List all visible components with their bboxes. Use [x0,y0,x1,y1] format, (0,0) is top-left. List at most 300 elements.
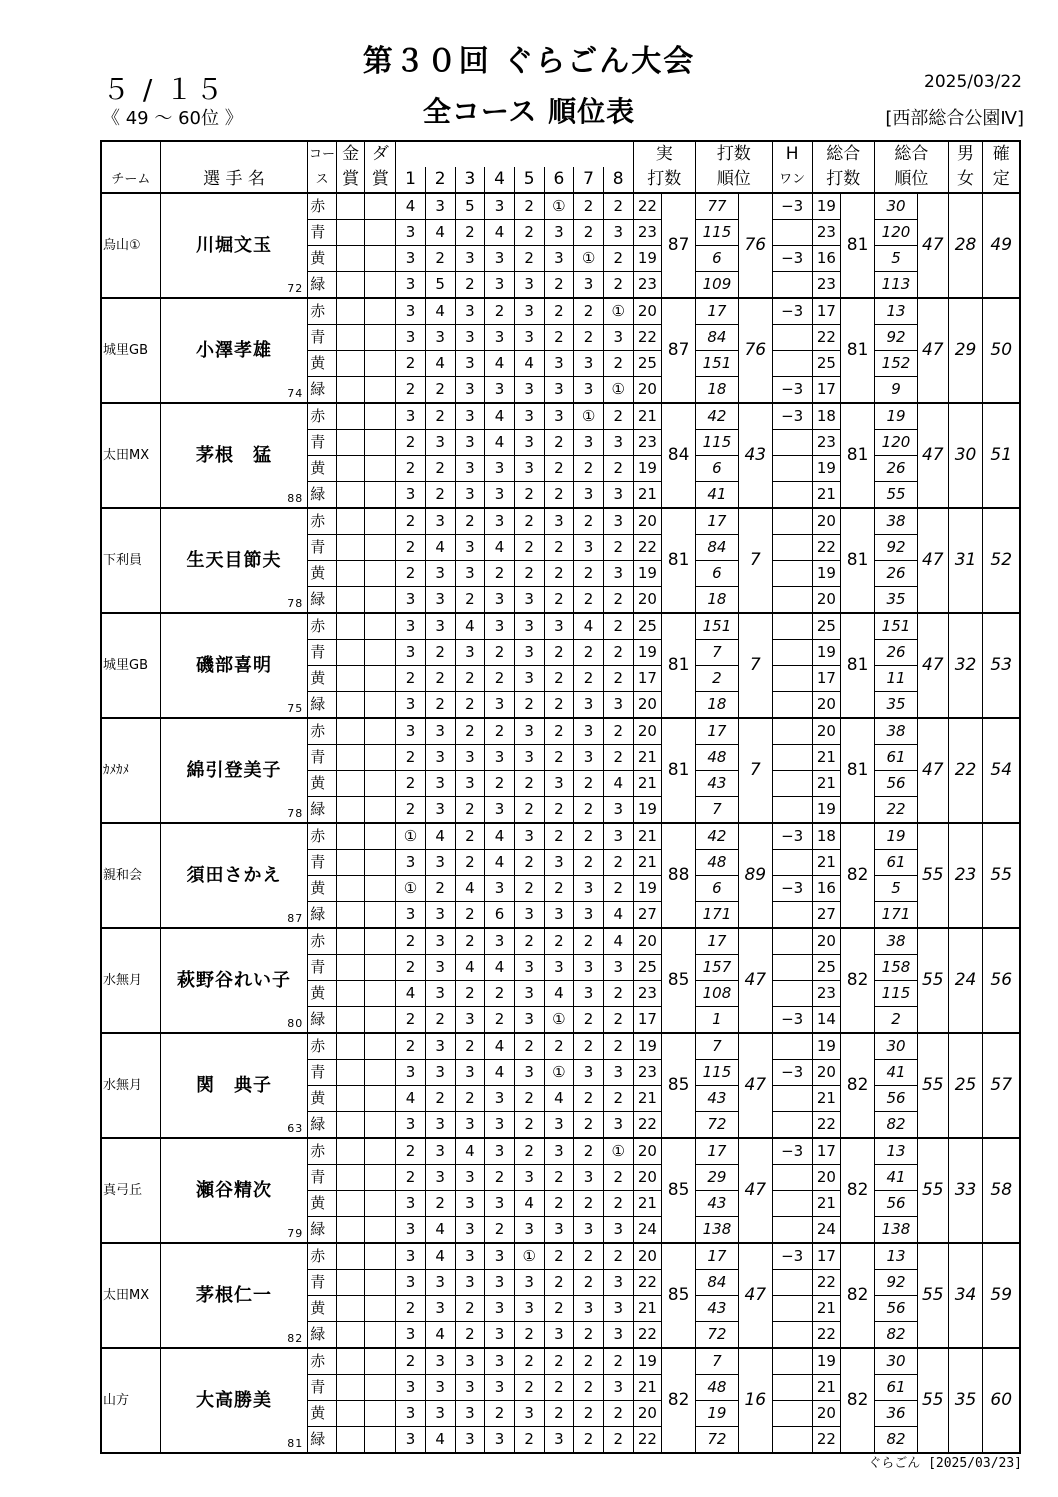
hole-score: ① [603,1138,633,1165]
adjusted-subtotal: 23 [812,981,841,1007]
total-rank: 55 [917,1138,948,1243]
hole-score: 5 [425,272,455,299]
player-age: 87 [287,912,304,925]
hole-score: 3 [574,482,604,509]
da-prize [365,1296,396,1322]
final-rank: 55 [983,823,1020,928]
player-name [160,193,307,298]
hole-score: 3 [425,1060,455,1086]
gold-prize [336,1060,365,1086]
hole-in-one-adj [772,1270,812,1296]
hole-score: 2 [514,482,544,509]
course-rank: 48 [695,745,738,771]
hole-score: 2 [544,272,574,299]
hole-score: 2 [544,823,574,850]
team-name: 下利員 [101,508,160,613]
course-rank: 6 [695,456,738,482]
hole-score: 2 [485,718,515,745]
hole-score: 2 [544,1165,574,1191]
venue-label: [西部総合公園Ⅳ] [885,108,1024,129]
hole-in-one-adj [772,1375,812,1401]
hole-score: 3 [455,561,485,587]
hole-score: 2 [514,876,544,902]
hole-score: 2 [514,561,544,587]
real-strokes: 81 [662,718,696,823]
course-rank: 6 [695,246,738,272]
hole-score: 3 [425,771,455,797]
hole-score: 2 [603,981,633,1007]
hole-score: 2 [455,1322,485,1349]
hole-score: 3 [396,272,426,299]
adjusted-subtotal: 21 [812,1296,841,1322]
total-strokes: 82 [841,1243,875,1348]
course-subtotal: 23 [633,1060,662,1086]
da-prize [365,351,396,377]
hole-score: 3 [455,298,485,325]
hole-score: 3 [455,246,485,272]
adjusted-subtotal: 22 [812,1322,841,1349]
course-name: 青 [308,955,337,981]
course-subtotal: 25 [633,613,662,640]
adjusted-rank: 56 [875,771,918,797]
adjusted-subtotal: 25 [812,955,841,981]
hole-score: 2 [485,1165,515,1191]
hole-score: 3 [485,1375,515,1401]
player-name-text: 瀬谷精次 [196,1180,273,1201]
hole-score: 2 [396,561,426,587]
hole-score: 2 [544,430,574,456]
course-rank: 48 [695,1375,738,1401]
hole-score: 2 [544,1191,574,1217]
hole-score: 4 [485,1060,515,1086]
team-name: 水無月 [101,1033,160,1138]
hole-in-one-adj [772,1296,812,1322]
hole-score: 2 [425,377,455,404]
hole-score: 2 [574,193,604,220]
hole-score: 3 [514,666,544,692]
header-name: 選 手 名 [160,167,307,193]
hole-score: 2 [574,456,604,482]
hole-score: 2 [603,272,633,299]
hole-score: 2 [396,666,426,692]
adjusted-rank: 82 [875,1322,918,1349]
gold-prize [336,745,365,771]
gold-prize [336,1086,365,1112]
hole-score: 3 [485,587,515,614]
hole-in-one-adj [772,351,812,377]
course-subtotal: 20 [633,587,662,614]
adjusted-subtotal: 20 [812,928,841,955]
course-subtotal: 17 [633,1007,662,1034]
hole-in-one-adj [772,797,812,824]
hole-score: 2 [574,1270,604,1296]
course-rank: 43 [695,1191,738,1217]
hole-score: 2 [455,850,485,876]
course-name: 赤 [308,508,337,535]
hole-score: 2 [485,1217,515,1244]
hole-score: 3 [396,1191,426,1217]
adjusted-rank: 30 [875,193,918,220]
hole-score: 2 [514,771,544,797]
hole-score: 2 [574,640,604,666]
hole-score: 3 [396,1217,426,1244]
course-name: 青 [308,220,337,246]
hole-score: 3 [396,1112,426,1139]
header-hole-8: 8 [603,167,633,193]
course-subtotal: 19 [633,797,662,824]
hole-score: 3 [514,1401,544,1427]
hole-score: ① [574,403,604,430]
hole-score: 2 [485,771,515,797]
gold-prize [336,272,365,299]
course-name: 青 [308,850,337,876]
team-name: 真弓丘 [101,1138,160,1243]
hole-score: 2 [425,876,455,902]
player-name-text: 磯部喜明 [196,655,273,676]
hole-score: 2 [425,1007,455,1034]
course-subtotal: 22 [633,1322,662,1349]
hole-score: 3 [514,902,544,929]
gold-prize [336,1033,365,1060]
hole-score: 4 [514,351,544,377]
hole-score: 2 [396,797,426,824]
da-prize [365,1427,396,1454]
hole-score: 2 [574,220,604,246]
gender-rank: 32 [948,613,983,718]
adjusted-subtotal: 23 [812,430,841,456]
hole-score: 2 [396,1296,426,1322]
hole-in-one-adj [772,1322,812,1349]
hole-score: 3 [514,823,544,850]
hole-score: 2 [603,640,633,666]
gold-prize [336,587,365,614]
hole-score: 2 [396,1165,426,1191]
hole-score: 2 [485,981,515,1007]
hole-score: ① [574,246,604,272]
hole-score: 3 [455,640,485,666]
course-subtotal: 19 [633,246,662,272]
course-subtotal: 23 [633,220,662,246]
hole-score: 2 [544,1033,574,1060]
header-final: 確 [983,141,1020,167]
course-subtotal: 17 [633,666,662,692]
hole-score: 2 [574,1322,604,1349]
real-strokes: 85 [662,1243,696,1348]
hole-score: 3 [425,1375,455,1401]
header-hole-4: 4 [485,167,515,193]
adjusted-subtotal: 17 [812,1138,841,1165]
gold-prize [336,535,365,561]
adjusted-rank: 9 [875,377,918,404]
course-rank: 1 [695,1007,738,1034]
strokes-rank: 89 [738,823,772,928]
da-prize [365,876,396,902]
course-subtotal: 21 [633,1375,662,1401]
hole-score: 4 [485,535,515,561]
adjusted-rank: 5 [875,246,918,272]
hole-score: 2 [396,456,426,482]
da-prize [365,220,396,246]
hole-in-one-adj [772,771,812,797]
gold-prize [336,876,365,902]
course-rank: 138 [695,1217,738,1244]
course-rank: 43 [695,771,738,797]
hole-score: 2 [544,535,574,561]
gold-prize [336,298,365,325]
header-row-top [101,141,1020,167]
hole-score: 4 [455,955,485,981]
hole-score: 2 [603,1033,633,1060]
course-subtotal: 21 [633,771,662,797]
hole-score: 2 [514,193,544,220]
gold-prize [336,1191,365,1217]
player-age: 78 [287,597,304,610]
strokes-rank: 7 [738,718,772,823]
header-hole-1: 1 [396,167,426,193]
course-name: 青 [308,1165,337,1191]
hole-score: 2 [455,1296,485,1322]
adjusted-rank: 82 [875,1427,918,1454]
hole-score: 2 [603,456,633,482]
hole-score: 3 [485,745,515,771]
hole-score: 3 [514,272,544,299]
hole-score: 3 [485,482,515,509]
hole-score: 2 [425,666,455,692]
hole-score: 4 [425,1427,455,1454]
da-prize [365,745,396,771]
hole-score: 3 [574,535,604,561]
hole-score: 2 [544,797,574,824]
table-row [101,1033,1020,1060]
hole-score: 2 [455,718,485,745]
team-name: 水無月 [101,928,160,1033]
hole-in-one-adj [772,535,812,561]
hole-score: 2 [514,535,544,561]
hole-in-one-adj [772,1112,812,1139]
course-rank: 84 [695,325,738,351]
hole-score: 2 [544,745,574,771]
total-rank: 47 [917,298,948,403]
adjusted-rank: 92 [875,535,918,561]
course-name: 赤 [308,1138,337,1165]
gender-rank: 22 [948,718,983,823]
course-name: 黄 [308,456,337,482]
hole-score: 3 [514,745,544,771]
hole-score: 2 [603,351,633,377]
course-rank: 72 [695,1112,738,1139]
page-number: ５ / １５ [102,73,226,106]
gold-prize [336,692,365,719]
da-prize [365,1112,396,1139]
hole-score: 3 [396,902,426,929]
da-prize [365,850,396,876]
event-date: 2025/03/22 [924,72,1022,92]
gold-prize [336,666,365,692]
course-name: 黄 [308,1296,337,1322]
hole-score: 3 [425,902,455,929]
hole-score: 2 [574,928,604,955]
hole-score: 2 [603,718,633,745]
header-total-strokes-bottom: 打数 [812,167,874,193]
hole-score: 3 [485,193,515,220]
adjusted-subtotal: 22 [812,535,841,561]
table-row [101,508,1020,535]
adjusted-subtotal: 19 [812,561,841,587]
hole-score: 3 [544,403,574,430]
course-subtotal: 21 [633,403,662,430]
player-age: 80 [287,1017,304,1030]
adjusted-rank: 92 [875,1270,918,1296]
course-rank: 151 [695,613,738,640]
hole-score: 2 [396,1033,426,1060]
hole-score: 2 [574,1033,604,1060]
table-row [101,613,1020,640]
hole-score: 2 [396,1007,426,1034]
course-name: 青 [308,1060,337,1086]
hole-score: 4 [425,1217,455,1244]
player-name-text: 茅根仁一 [196,1285,273,1306]
adjusted-rank: 26 [875,561,918,587]
course-subtotal: 22 [633,193,662,220]
adjusted-subtotal: 24 [812,1217,841,1244]
hole-score: 2 [574,1007,604,1034]
final-rank: 57 [983,1033,1020,1138]
da-prize [365,955,396,981]
hole-score: 3 [455,1112,485,1139]
hole-score: 2 [425,456,455,482]
course-name: 青 [308,1270,337,1296]
hole-score: 2 [485,1401,515,1427]
header-total-rank-bottom: 順位 [875,167,949,193]
hole-score: 3 [544,1322,574,1349]
adjusted-subtotal: 21 [812,1086,841,1112]
gold-prize [336,1112,365,1139]
course-name: 緑 [308,272,337,299]
gold-prize [336,430,365,456]
hole-score: 3 [514,403,544,430]
hole-score: 3 [603,482,633,509]
course-rank: 29 [695,1165,738,1191]
hole-in-one-adj [772,640,812,666]
hole-score: 2 [514,1138,544,1165]
strokes-rank: 16 [738,1348,772,1453]
hole-score: 2 [603,1007,633,1034]
hole-in-one-adj [772,1191,812,1217]
player-name [160,403,307,508]
adjusted-rank: 151 [875,613,918,640]
hole-score: 3 [425,1401,455,1427]
course-name: 緑 [308,797,337,824]
hole-score: 3 [485,1112,515,1139]
header-team: チーム [101,167,160,193]
hole-score: 2 [574,561,604,587]
course-name: 青 [308,1375,337,1401]
hole-score: 2 [514,1086,544,1112]
course-name: 赤 [308,193,337,220]
hole-score: 3 [455,325,485,351]
adjusted-subtotal: 17 [812,377,841,404]
hole-score: 3 [455,403,485,430]
course-subtotal: 20 [633,718,662,745]
gold-prize [336,981,365,1007]
hole-score: 3 [485,456,515,482]
hole-score: 2 [603,246,633,272]
hole-score: 3 [514,587,544,614]
hole-score: 3 [603,220,633,246]
course-name: 黄 [308,1401,337,1427]
hole-score: 4 [603,902,633,929]
hole-score: 4 [603,928,633,955]
player-age: 88 [287,492,304,505]
gold-prize [336,640,365,666]
adjusted-rank: 41 [875,1165,918,1191]
player-age: 78 [287,807,304,820]
hole-score: 2 [514,1033,544,1060]
gold-prize [336,403,365,430]
course-name: 黄 [308,771,337,797]
page-title: 第３０回 ぐらごん大会 [362,44,696,79]
table-row [101,823,1020,850]
hole-score: 3 [485,1086,515,1112]
course-rank: 42 [695,823,738,850]
real-strokes: 87 [662,193,696,298]
hole-score: 2 [603,850,633,876]
total-rank: 47 [917,403,948,508]
hole-in-one-adj [772,561,812,587]
hole-score: 2 [603,1165,633,1191]
hole-score: 3 [485,246,515,272]
hole-score: 2 [425,403,455,430]
hole-score: 3 [396,1401,426,1427]
hole-score: 2 [514,1322,544,1349]
player-name [160,508,307,613]
hole-in-one-adj [772,325,812,351]
hole-score: 3 [603,797,633,824]
hole-in-one-adj: −3 [772,823,812,850]
adjusted-rank: 61 [875,850,918,876]
course-name: 黄 [308,1191,337,1217]
gold-prize [336,351,365,377]
hole-score: 3 [574,718,604,745]
hole-in-one-adj [772,1086,812,1112]
course-rank: 72 [695,1322,738,1349]
team-name: 烏山① [101,193,160,298]
hole-score: 4 [485,955,515,981]
da-prize [365,1033,396,1060]
header-total-rank: 総合 [875,141,949,167]
course-name: 赤 [308,928,337,955]
da-prize [365,1191,396,1217]
hole-score: 3 [574,1060,604,1086]
da-prize [365,1348,396,1375]
hole-score: 3 [514,613,544,640]
course-subtotal: 20 [633,508,662,535]
hole-in-one-adj [772,955,812,981]
course-name: 青 [308,325,337,351]
gender-rank: 24 [948,928,983,1033]
hole-score: 3 [485,1322,515,1349]
hole-score: 3 [425,955,455,981]
hole-score: 3 [603,955,633,981]
hole-score: ① [544,193,574,220]
hole-score: 2 [544,561,574,587]
course-name: 黄 [308,1086,337,1112]
team-name: 太田MX [101,1243,160,1348]
header-h-bottom: ワン [772,167,812,193]
hole-score: 3 [396,298,426,325]
hole-score: 3 [396,220,426,246]
course-name: 黄 [308,351,337,377]
